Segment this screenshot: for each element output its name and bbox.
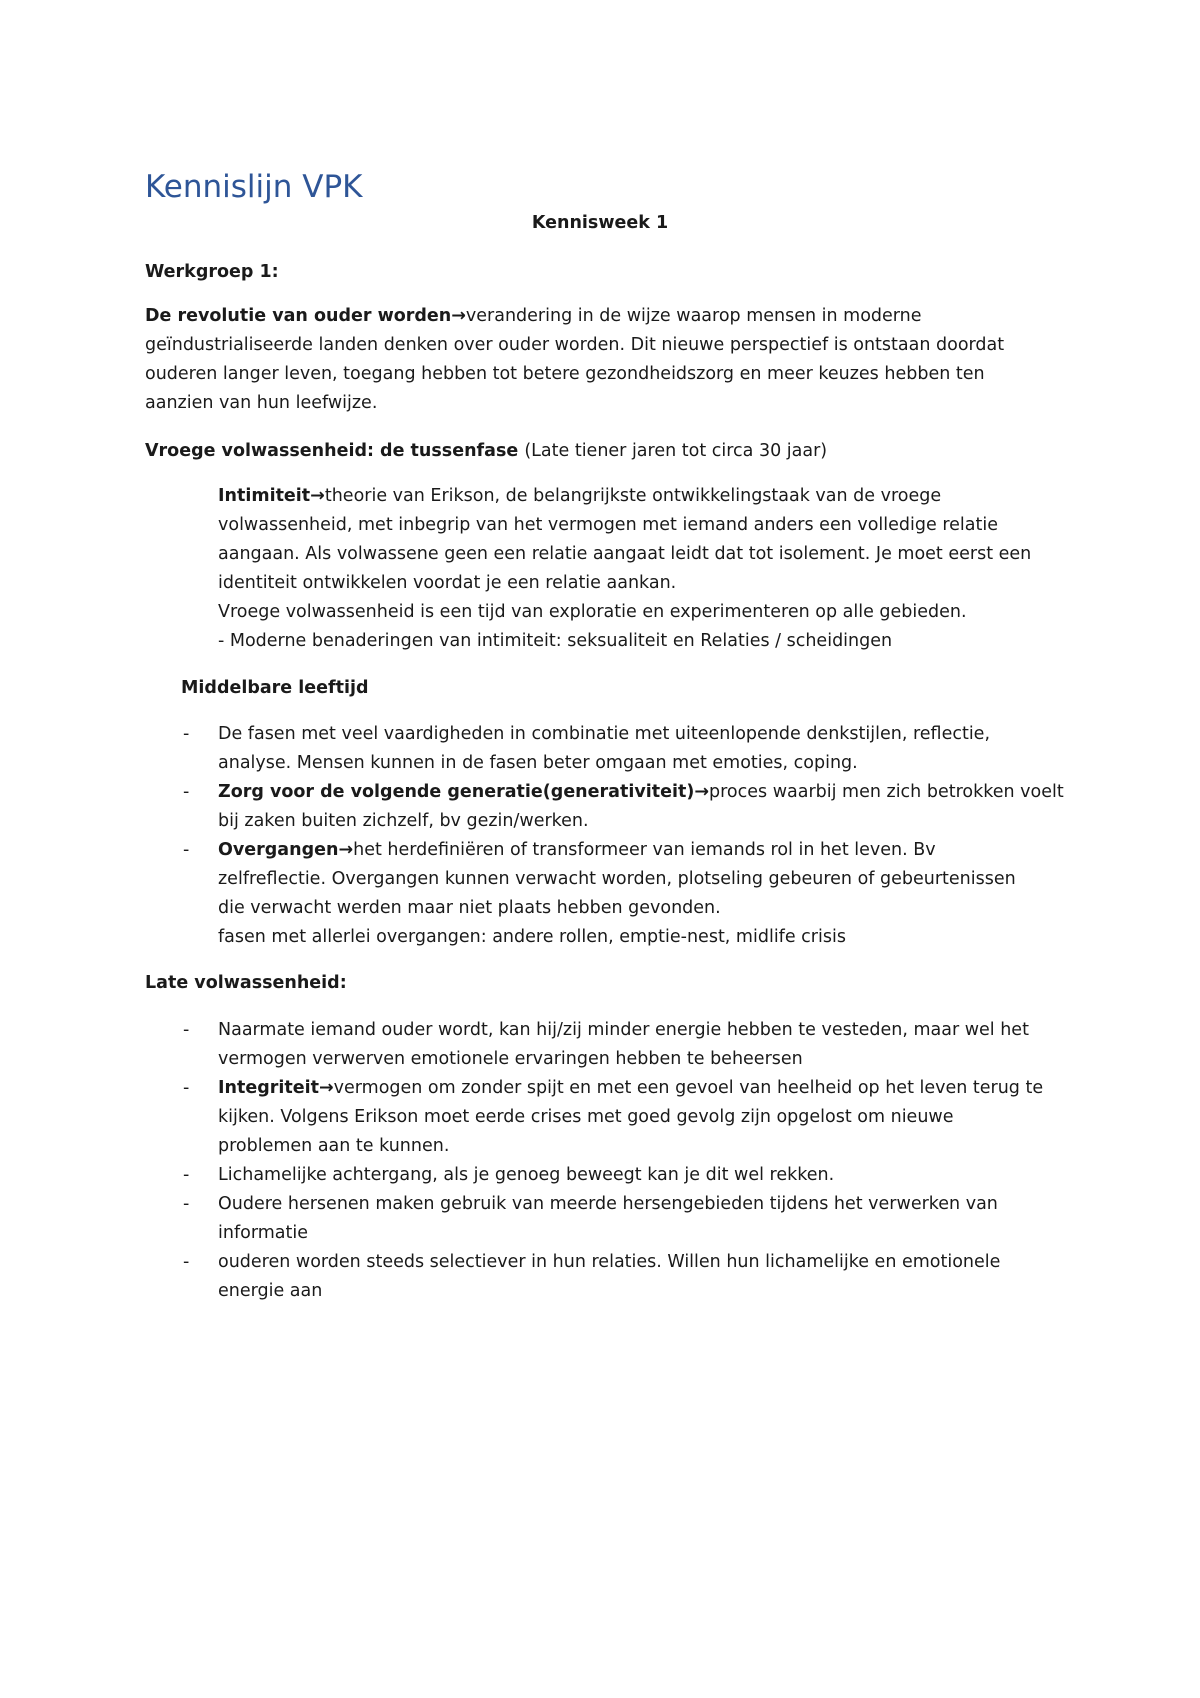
generativity-term: Zorg voor de volgende generatie(generativiteit) — [218, 782, 695, 802]
list-item-line: problemen aan te kunnen. — [218, 1136, 450, 1156]
arrow-right-icon: → — [310, 486, 325, 506]
arrow-right-icon: → — [318, 1078, 334, 1098]
exploration-line: Vroege volwassenheid is een tijd van exploratie en experimenteren op alle gebieden. — [218, 602, 967, 622]
list-item-line: ouderen worden steeds selectiever in hun relaties. Willen hun lichamelijke en emotionele — [218, 1252, 1001, 1272]
integrity-term: Integriteit — [218, 1078, 319, 1098]
transitions-text: het herdefiniëren of transformeer van iemands rol in het leven. Bv — [353, 840, 936, 860]
list-item-line: fasen met allerlei overgangen: andere rollen, emptie-nest, midlife crisis — [218, 927, 846, 947]
dash-bullet: - — [183, 1165, 190, 1185]
middle-age-list — [145, 720, 1085, 952]
list-item — [145, 720, 1085, 778]
list-item — [145, 1074, 1085, 1161]
dash-bullet: - — [183, 724, 190, 744]
list-item-line: kijken. Volgens Erikson moet eerde crises met goed gevolg zijn opgelost om nieuwe — [218, 1107, 954, 1127]
werkgroep-heading: Werkgroep 1: — [145, 262, 279, 282]
list-item-line: energie aan — [218, 1281, 323, 1301]
intro-term: De revolutie van ouder worden — [145, 306, 452, 326]
list-item-line: Lichamelijke achtergang, als je genoeg beweegt kan je dit wel rekken. — [218, 1165, 835, 1185]
arrow-right-icon: → — [451, 306, 466, 326]
list-item — [145, 1016, 1085, 1074]
list-item — [145, 836, 1085, 952]
middle-age-heading: Middelbare leeftijd — [181, 678, 369, 698]
list-item — [145, 1248, 1085, 1306]
list-item-line: zelfreflectie. Overgangen kunnen verwacht worden, plotseling gebeuren of gebeurtenissen — [218, 869, 1016, 889]
dash-bullet: - — [183, 1194, 190, 1214]
list-item — [145, 778, 1085, 836]
document-title: Kennislijn VPK — [145, 169, 363, 205]
intro-line-1 — [145, 302, 1065, 331]
intro-text: verandering in de wijze waarop mensen in moderne — [465, 306, 922, 326]
list-item — [145, 1190, 1085, 1248]
list-item-line: analyse. Mensen kunnen in de fasen beter omgaan met emoties, coping. — [218, 753, 858, 773]
intro-line-3: ouderen langer leven, toegang hebben tot betere gezondheidszorg en meer keuzes hebben ten — [145, 364, 985, 384]
list-item-line: Oudere hersenen maken gebruik van meerde hersengebieden tijdens het verwerken van — [218, 1194, 998, 1214]
arrow-right-icon: → — [338, 840, 354, 860]
dash-bullet: - — [183, 1078, 190, 1098]
late-adulthood-list — [145, 1016, 1085, 1306]
dash-bullet: - — [183, 840, 190, 860]
intro-line-4: aanzien van hun leefwijze. — [145, 393, 378, 413]
list-item-line — [218, 778, 1085, 807]
modern-approaches-line: - Moderne benaderingen van intimiteit: seksualiteit en Relaties / scheidingen — [218, 631, 893, 651]
intimacy-line-1 — [218, 482, 1078, 511]
list-item-line: vermogen verwerven emotionele ervaringen hebben te beheersen — [218, 1049, 803, 1069]
list-item-line: Naarmate iemand ouder wordt, kan hij/zij minder energie hebben te vesteden, maar wel het — [218, 1020, 1029, 1040]
early-adulthood-title: Vroege volwassenheid: de tussenfase — [145, 441, 525, 461]
arrow-right-icon: → — [694, 782, 709, 802]
list-item-line — [218, 836, 1085, 865]
generativity-text: proces waarbij men zich betrokken voelt — [709, 782, 1064, 802]
intimacy-block — [218, 482, 1078, 656]
intro-line-2: geïndustrialiseerde landen denken over ouder worden. Dit nieuwe perspectief is ontstaan doordat — [145, 335, 1005, 355]
intimacy-text: theorie van Erikson, de belangrijkste ontwikkelingstaak van de vroege — [324, 486, 942, 506]
integrity-text: vermogen om zonder spijt en met een gevoel van heelheid op het leven terug te — [333, 1078, 1044, 1098]
list-item-line — [218, 1074, 1085, 1103]
transitions-term: Overgangen — [218, 840, 339, 860]
early-adulthood-age-range: (Late tiener jaren tot circa 30 jaar) — [524, 441, 828, 461]
early-adulthood-heading — [145, 438, 827, 464]
intimacy-line-4: identiteit ontwikkelen voordat je een relatie aankan. — [218, 573, 677, 593]
intimacy-line-3: aangaan. Als volwassene geen een relatie aangaat leidt dat tot isolement. Je moet eerst een — [218, 544, 1032, 564]
document-subtitle: Kennisweek 1 — [531, 213, 669, 233]
dash-bullet: - — [183, 1020, 190, 1040]
intimacy-line-2: volwassenheid, met inbegrip van het vermogen met iemand anders een volledige relatie — [218, 515, 998, 535]
intimacy-term: Intimiteit — [218, 486, 311, 506]
intro-paragraph — [145, 302, 1065, 418]
list-item-line: De fasen met veel vaardigheden in combinatie met uiteenlopende denkstijlen, reflectie, — [218, 724, 991, 744]
list-item-line: informatie — [218, 1223, 308, 1243]
list-item-line: die verwacht werden maar niet plaats hebben gevonden. — [218, 898, 721, 918]
list-item-line: bij zaken buiten zichzelf, bv gezin/werken. — [218, 811, 589, 831]
dash-bullet: - — [183, 782, 190, 802]
dash-bullet: - — [183, 1252, 190, 1272]
list-item — [145, 1161, 1085, 1190]
late-adulthood-heading: Late volwassenheid: — [145, 973, 347, 993]
